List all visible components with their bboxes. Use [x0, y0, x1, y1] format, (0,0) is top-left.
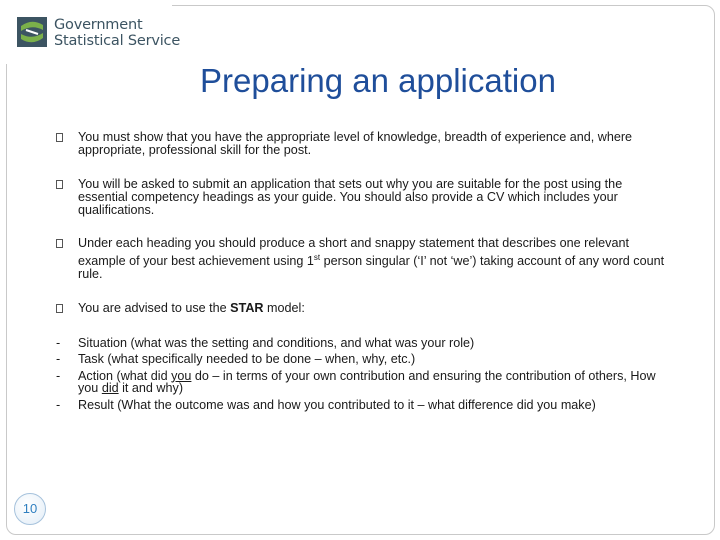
star-underline: you	[171, 368, 192, 383]
dash-marker: -	[56, 335, 61, 350]
star-list	[56, 335, 666, 414]
bullet-text-part: person singular (‘I’ not ‘we’) taking account of any word count rule.	[78, 253, 665, 282]
logo-wordmark	[54, 17, 180, 49]
star-text: esult (What the outcome was and how you contributed to it – what difference did you make)	[87, 397, 596, 412]
gss-logo-mark-icon	[17, 17, 47, 47]
bullet-text-part: Under each heading you should produce a short and snappy statement that describes one relevant example of your best achievement using 1	[78, 236, 629, 268]
gss-logo	[0, 0, 181, 64]
star-item-situation	[56, 335, 666, 352]
page-number-badge: 10	[14, 493, 46, 525]
bullet-item	[56, 237, 666, 281]
bullet-text-part: You are advised to use the	[78, 300, 231, 315]
bullet-text-part: model:	[263, 300, 305, 315]
bullet-item	[56, 131, 666, 158]
star-text: ask (what specifically needed to be done – when, why, etc.)	[84, 352, 416, 367]
bullet-item	[56, 302, 666, 315]
dash-marker: -	[56, 397, 61, 412]
star-bold: STAR	[230, 300, 264, 315]
bullet-text: You will be asked to submit an application that sets out why you are suitable for the post using the essential competency headings as your guide. You should also provide a CV which includes your qualifications.	[78, 176, 623, 218]
star-text: it and why)	[118, 381, 184, 396]
superscript: st	[313, 252, 321, 262]
star-item-action	[56, 368, 666, 397]
star-letter: R	[78, 397, 88, 412]
star-item-result	[56, 397, 666, 414]
star-text: ction (what did	[86, 368, 172, 383]
bullet-text: You must show that you have the appropriate level of knowledge, breadth of experience and, where appropriate, professional skill for the post.	[78, 130, 633, 158]
star-letter: A	[78, 368, 87, 383]
bullet-box-icon	[56, 239, 63, 248]
bullet-box-icon	[56, 180, 63, 189]
star-item-task	[56, 351, 666, 368]
star-underline: did	[101, 381, 119, 396]
bullet-box-icon	[56, 304, 63, 313]
slide-content	[56, 131, 666, 413]
star-letter: T	[78, 352, 85, 367]
dash-marker: -	[56, 368, 61, 383]
dash-marker: -	[56, 352, 61, 367]
slide-title: Preparing an application	[200, 62, 556, 99]
logo-line-1: Government	[54, 17, 143, 33]
logo-line-2: Statistical Service	[54, 33, 181, 49]
star-text: do – in terms of your own contribution and ensuring the contribution of others, How you	[78, 368, 656, 396]
bullet-text	[78, 302, 666, 315]
star-letter: S	[78, 335, 87, 350]
bullet-item	[56, 178, 666, 218]
bullet-text	[78, 237, 666, 281]
star-text: ituation (what was the setting and conditions, and what was your role)	[86, 335, 475, 350]
bullet-box-icon	[56, 133, 63, 142]
